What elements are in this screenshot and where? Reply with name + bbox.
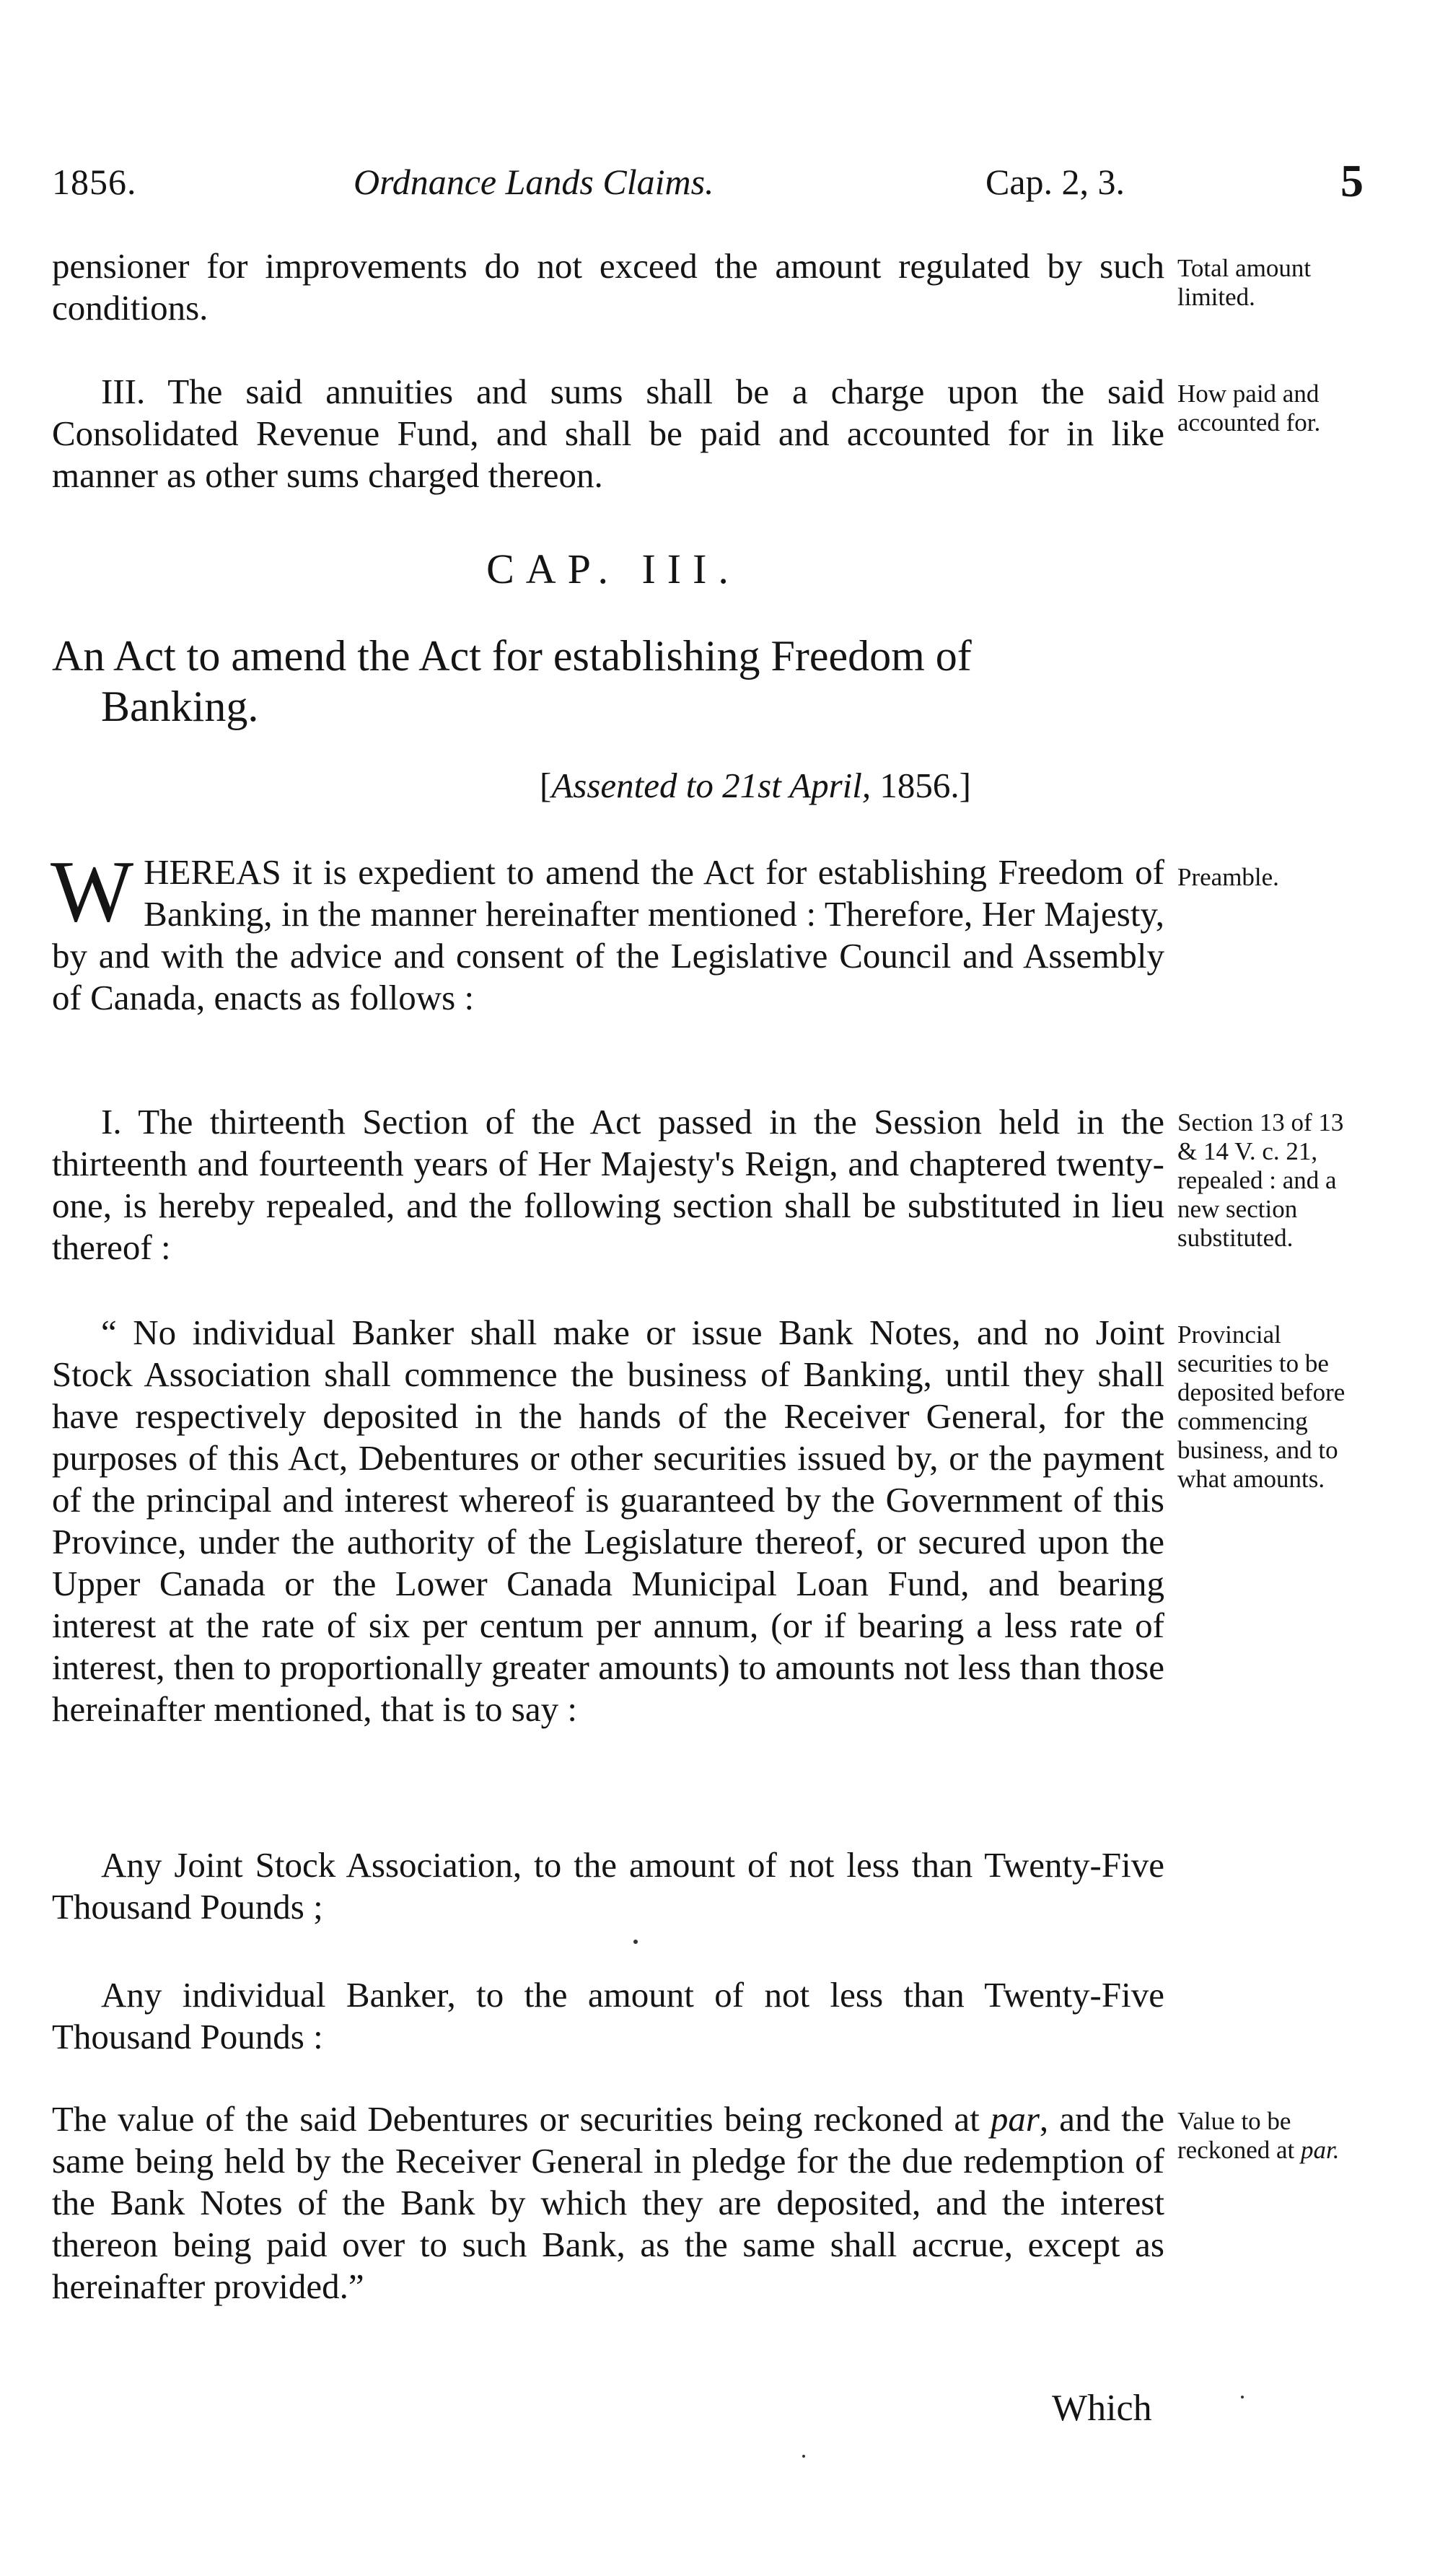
value-text-2: , and the same being held by the Receiver General in pledge for the due redemption of the Bank Notes of the Bank by which they are deposited, and the interest thereon being paid over to such Bank, as the same shall accrue, except as hereinafter provided.” [52, 2099, 1164, 2306]
preamble-text: HEREAS it is expedient to amend the Act for establishing Freedom of Banking, in the manner hereinafter mentioned : Therefore, Her Majesty, by and with the advice and consent of the Legislative Council and Assembly of Canada, enacts as follows : [52, 852, 1164, 1017]
individual-banker-paragraph: Any individual Banker, to the amount of not less than Twenty-Five Thousand Pounds : [52, 1975, 1164, 2056]
section-3-paragraph: III. The said annuities and sums shall be a charge upon the said Consolidated Revenue Fund, and shall be paid and accounted for in like manner as other sums charged thereon. [52, 372, 1164, 495]
scan-speck [802, 2455, 805, 2458]
scan-speck [633, 1940, 638, 1944]
margin-note-provincial-securities: Provincial securities to be deposited before commencing business, and to what amounts. [1177, 1320, 1345, 1493]
margin-note-section-13: Section 13 of 13 & 14 V. c. 21, repealed : and a new section substituted. [1177, 1108, 1344, 1252]
joint-stock-paragraph: Any Joint Stock Association, to the amount of not less than Twenty-Five Thousand Pounds ; [52, 1845, 1164, 1927]
scan-speck [1241, 2396, 1244, 2398]
quoted-section-text: “ No individual Banker shall make or issue Bank Notes, and no Joint Stock Association shall commence the business of Banking, until they shall have respectively deposited in the hands of the Receiver General, for the purposes of this Act, Debentures or other securities issued by, or the payment of the principal and interest whereof is guaranteed by the Government of this Province, under the authority of the Legislature thereof, or secured upon the Upper Canada or the Lower Canada Municipal Loan Fund, and bearing interest at the rate of six per centum per annum, (or if bearing a less rate of interest, then to proportionally greater amounts) to amounts not less than those hereinafter mentioned, that is to say : [52, 1313, 1164, 1729]
value-text-1: The value of the said Debentures or securities being reckoned at [52, 2099, 991, 2139]
margin-note-total-amount: Total amount limited. [1177, 254, 1312, 311]
margin-value-par: par. [1301, 2136, 1340, 2164]
margin-note-value [1177, 2107, 1365, 2165]
quoted-section-paragraph [52, 1312, 1164, 1730]
continuation-paragraph: pensioner for improvements do not exceed the amount regulated by such conditions. [52, 246, 1164, 328]
preamble-paragraph [51, 843, 1164, 1019]
running-header-year: 1856. [52, 162, 137, 202]
assent-year: 1856.] [871, 766, 971, 805]
value-text-par: par [990, 2099, 1040, 2139]
drop-cap-letter: W [51, 843, 134, 940]
act-title [52, 631, 1177, 732]
page-number: 5 [1340, 155, 1364, 206]
catchword: Which [1052, 2388, 1152, 2429]
chapter-heading: CAP. III. [486, 546, 740, 592]
margin-note-preamble: Preamble. [1177, 863, 1279, 891]
value-paragraph [52, 2098, 1164, 2308]
act-title-line-1: An Act to amend the Act for establishing Freedom of [52, 632, 972, 680]
assent-italic-text: Assented to 21st April, [551, 766, 872, 805]
running-header-title: Ordnance Lands Claims. [354, 162, 714, 202]
assent-date [540, 765, 971, 807]
section-1-paragraph: I. The thirteenth Section of the Act passed in the Session held in the thirteenth and fourteenth years of Her Majesty's Reign, and chaptered twenty-one, is hereby repealed, and the following section shall be substituted in lieu thereof : [52, 1102, 1164, 1267]
running-header-chapter: Cap. 2, 3. [985, 162, 1125, 202]
assent-open-bracket: [ [540, 766, 552, 805]
margin-value-text: Value to be reckoned at [1177, 2107, 1301, 2164]
margin-note-how-paid: How paid and accounted for. [1177, 380, 1321, 437]
act-title-line-2: Banking. [101, 683, 259, 730]
